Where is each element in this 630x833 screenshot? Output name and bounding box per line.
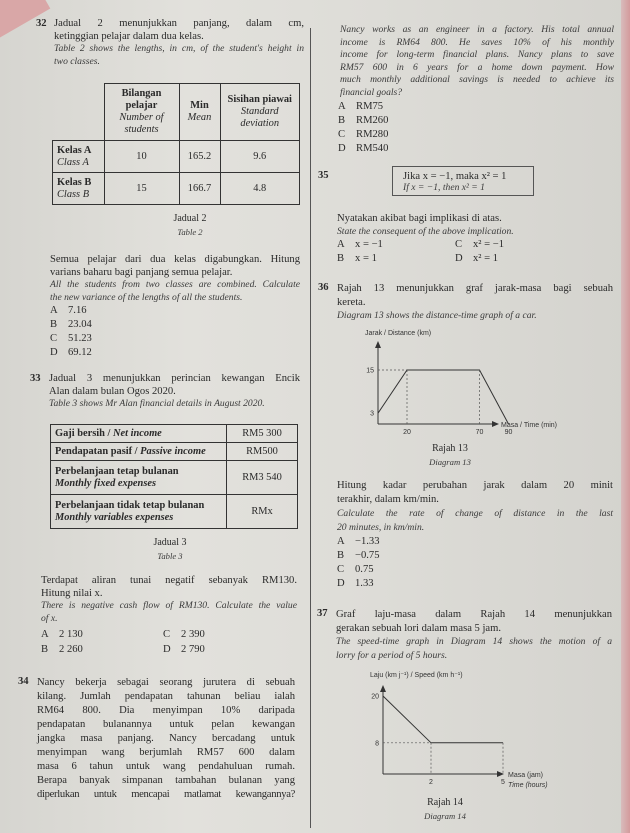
q36-stem: [337, 282, 613, 323]
cell: 15: [104, 173, 179, 205]
q-line: Nancy bekerja sebagai seorang jurutera di sebuah: [37, 677, 295, 688]
th-en: Number of students: [119, 112, 164, 135]
option-d[interactable]: D 69.12: [50, 347, 92, 358]
table-3-caption: [110, 537, 230, 562]
q-line: Berapa banyak simpanan tambahan bulanan yang: [37, 775, 295, 786]
cell: RM3 540: [227, 461, 298, 495]
table-2-caption: [130, 213, 250, 238]
q-line: RM64 800. Dia menyimpan 10% daripada: [37, 705, 295, 716]
caption-ms: Jadual 3: [153, 537, 187, 548]
caption-en: Diagram 13: [429, 456, 471, 467]
implication-box: [392, 166, 534, 196]
row-label-en: Class A: [57, 156, 89, 168]
q-line-en: the new variance of the lengths of all the students.: [50, 291, 243, 303]
y-tick-label: 20: [371, 693, 379, 701]
question-number: 36: [318, 282, 329, 293]
cell: RM500: [227, 443, 298, 461]
option-d[interactable]: D RM540: [338, 143, 389, 154]
table-2: [52, 83, 300, 205]
graph-line: [378, 370, 509, 424]
q35-question: [337, 213, 617, 238]
option-b[interactable]: B RM260: [338, 115, 389, 126]
q-line: menyimpan wang berjumlah RM57 600 dalam: [37, 747, 295, 758]
y-tick-label: 15: [366, 367, 374, 375]
q32-en-line: Table 2 shows the lengths, in cm, of the student's height in: [54, 43, 304, 55]
graph-line: [383, 696, 503, 743]
row-label: Kelas B: [57, 176, 92, 188]
caption-ms: Rajah 14: [427, 797, 463, 808]
caption-ms: Rajah 13: [432, 443, 468, 454]
caption-en: Table 3: [157, 550, 183, 561]
caption-en: Diagram 14: [424, 810, 466, 821]
th-en: Mean: [187, 112, 212, 123]
cell: 10: [104, 141, 179, 173]
q-line-en: Diagram 13 shows the distance-time graph of a car.: [337, 310, 537, 321]
cell: 166.7: [179, 173, 220, 205]
option-b[interactable]: B 23.04: [50, 319, 92, 330]
x-tick-label: 70: [475, 429, 484, 436]
x-axis-label: Masa / Time (min): [501, 422, 558, 429]
q-line-en: The speed-time graph in Diagram 14 shows the motion of a: [336, 636, 612, 647]
q-line: Alan dalam bulan Ogos 2020.: [49, 385, 176, 397]
option-a[interactable]: A 2 130: [41, 629, 83, 640]
q-line: Hitung nilai x.: [41, 587, 103, 599]
th: Min: [190, 100, 209, 111]
q-line: kereta.: [337, 296, 366, 308]
cell: 9.6: [220, 141, 300, 173]
th-en: Standard deviation: [240, 106, 280, 129]
y-axis-label: Jarak / Distance (km): [365, 330, 432, 337]
y-arrow-icon: [375, 341, 381, 348]
q-line-en: financial goals?: [340, 86, 403, 98]
q-line: pendapatan bulanannya untuk pelan kewangan: [37, 719, 295, 730]
table-row: Pendapatan pasif / Passive income RM500: [51, 443, 298, 461]
table-row: [53, 141, 300, 173]
question-number: 35: [318, 170, 329, 181]
graph-marks: [371, 694, 505, 787]
q34-stem-ms: [37, 676, 295, 802]
option-a[interactable]: A RM75: [338, 101, 384, 112]
table-row: Gaji bersih / Net income RM5 300: [51, 425, 298, 443]
q37-stem: [336, 608, 612, 662]
x-axis-label: Masa (jam): [508, 772, 544, 779]
q-line-en: All the students from two classes are combined. Calculate: [50, 279, 300, 291]
y-tick-label: 3: [370, 410, 374, 418]
q-line-en: of x.: [41, 612, 58, 624]
q32-ms-line: ketinggian pelajar dalam dua kelas.: [54, 30, 204, 42]
y-arrow-icon: [380, 685, 386, 692]
table-row: Perbelanjaan tetap bulanan Monthly fixed expenses RM3 540: [51, 461, 298, 495]
q-line: varians baharu bagi panjang semua pelajar.: [50, 266, 233, 278]
x-tick-label: 5: [501, 779, 505, 786]
q34-stem-en: [340, 24, 614, 100]
q32-question: [50, 254, 300, 304]
graph-marks: [366, 368, 512, 437]
option-d[interactable]: D 2 790: [163, 644, 205, 655]
question-number: 33: [30, 373, 41, 384]
x-tick-label: 20: [403, 429, 411, 436]
q-line-en: State the consequent of the above implication.: [337, 225, 514, 237]
table-row: Perbelanjaan tidak tetap bulanan Monthly variables expenses RMx: [51, 495, 298, 529]
q-line-en: much monthly additional savings is needed to achieve its: [340, 74, 614, 86]
table-row: [53, 173, 300, 205]
table-3: [50, 424, 298, 529]
cell: 4.8: [220, 173, 300, 205]
option-d[interactable]: D 1.33: [337, 578, 374, 589]
question-number: 32: [36, 18, 47, 29]
q32-stem: [54, 18, 304, 68]
q-line-en: RM57 600 in 6 years for a home down payment. How: [340, 61, 614, 73]
q-line: jangka masa panjang. Nancy bercadang untuk: [37, 733, 295, 744]
q-line-en: Table 3 shows Mr Alan financial details in August 2020.: [49, 398, 265, 410]
q-line-en: income is RM64 800. He saves 10% of his monthly: [340, 36, 614, 48]
q33-stem: [49, 373, 300, 411]
q-line: Nyatakan akibat bagi implikasi di atas.: [337, 213, 502, 224]
option-a[interactable]: A x = −1: [337, 239, 383, 250]
cell: 165.2: [179, 141, 220, 173]
q-line: gerakan sebuah lori dalam masa 5 jam.: [336, 622, 502, 634]
q32-ms-line: Jadual 2 menunjukkan panjang, dalam cm,: [54, 18, 304, 29]
distance-time-graph: [310, 320, 630, 436]
option-b[interactable]: B −0.75: [337, 550, 380, 561]
implication-ms: Jika x = −1, maka x² = 1: [403, 171, 507, 182]
q-line: Semua pelajar dari dua kelas digabungkan. Hitung: [50, 254, 300, 265]
q-line-en: Calculate the rate of change of distance in the last: [337, 508, 613, 519]
option-c[interactable]: C RM280: [338, 129, 389, 140]
question-number: 34: [18, 676, 29, 687]
q32-en-line: two classes.: [54, 55, 100, 67]
x-tick-label: 90: [504, 429, 513, 436]
q-line: terakhir, dalam km/min.: [337, 494, 439, 505]
diagram-14-caption: [400, 797, 490, 822]
option-c[interactable]: C 51.23: [50, 333, 92, 344]
option-b[interactable]: B x = 1: [337, 253, 377, 264]
caption-en: Table 2: [177, 226, 203, 237]
speed-time-graph: [310, 665, 630, 795]
diagram-13-caption: [405, 443, 495, 468]
q-line: Graf laju-masa dalam Rajah 14 menunjukkan: [336, 609, 612, 620]
q-line: kilang. Jumlah pendapatan tahunan beliau ialah: [37, 691, 295, 702]
q33-question: [41, 575, 297, 625]
q-line: diperlukan untuk mencapai matlamat kewangannya?: [37, 789, 295, 800]
option-d[interactable]: D x² = 1: [455, 253, 499, 264]
y-axis-label: Laju (km j⁻¹) / Speed (km h⁻¹): [370, 672, 463, 679]
option-a[interactable]: A 7.16: [50, 305, 87, 316]
q-line: Jadual 3 menunjukkan perincian kewangan Encik: [49, 373, 300, 384]
caption-ms: Jadual 2: [173, 213, 207, 224]
th: Bilangan pelajar: [121, 88, 162, 111]
x-tick-label: 2: [429, 779, 433, 786]
option-a[interactable]: A −1.33: [337, 536, 380, 547]
question-number: 37: [317, 608, 328, 619]
row-label: Kelas A: [57, 144, 92, 156]
th: Sisihan piawai: [227, 94, 292, 105]
q-line: Hitung kadar perubahan jarak dalam 20 minit: [337, 480, 613, 491]
q-line-en: Nancy works as an engineer in a factory. His total annual: [340, 24, 614, 35]
q-line: masa 6 tahun untuk wang pendahuluan rumah.: [37, 761, 295, 772]
x-axis-label-en: Time (hours): [508, 782, 548, 789]
implication-en: If x = −1, then x² = 1: [403, 182, 485, 193]
option-c[interactable]: C 0.75: [337, 564, 374, 575]
x-arrow-icon: [492, 421, 499, 427]
cell: RM5 300: [227, 425, 298, 443]
q-line-en: 20 minutes, in km/min.: [337, 522, 425, 533]
q-line: Rajah 13 menunjukkan graf jarak-masa bagi sebuah: [337, 283, 613, 294]
cell: RMx: [227, 495, 298, 529]
option-b[interactable]: B 2 260: [41, 644, 83, 655]
q-line: Terdapat aliran tunai negatif sebanyak RM130.: [41, 575, 297, 586]
q-line-en: There is negative cash flow of RM130. Calculate the value: [41, 600, 297, 612]
y-tick-label: 8: [375, 740, 379, 748]
q36-question: [337, 479, 613, 535]
row-label-en: Class B: [57, 188, 90, 200]
q-line-en: lorry for a period of 5 hours.: [336, 649, 448, 661]
option-c[interactable]: C x² = −1: [455, 239, 505, 250]
q-line-en: income for long-term financial plans. Nancy plans to save: [340, 49, 614, 61]
option-c[interactable]: C 2 390: [163, 629, 205, 640]
